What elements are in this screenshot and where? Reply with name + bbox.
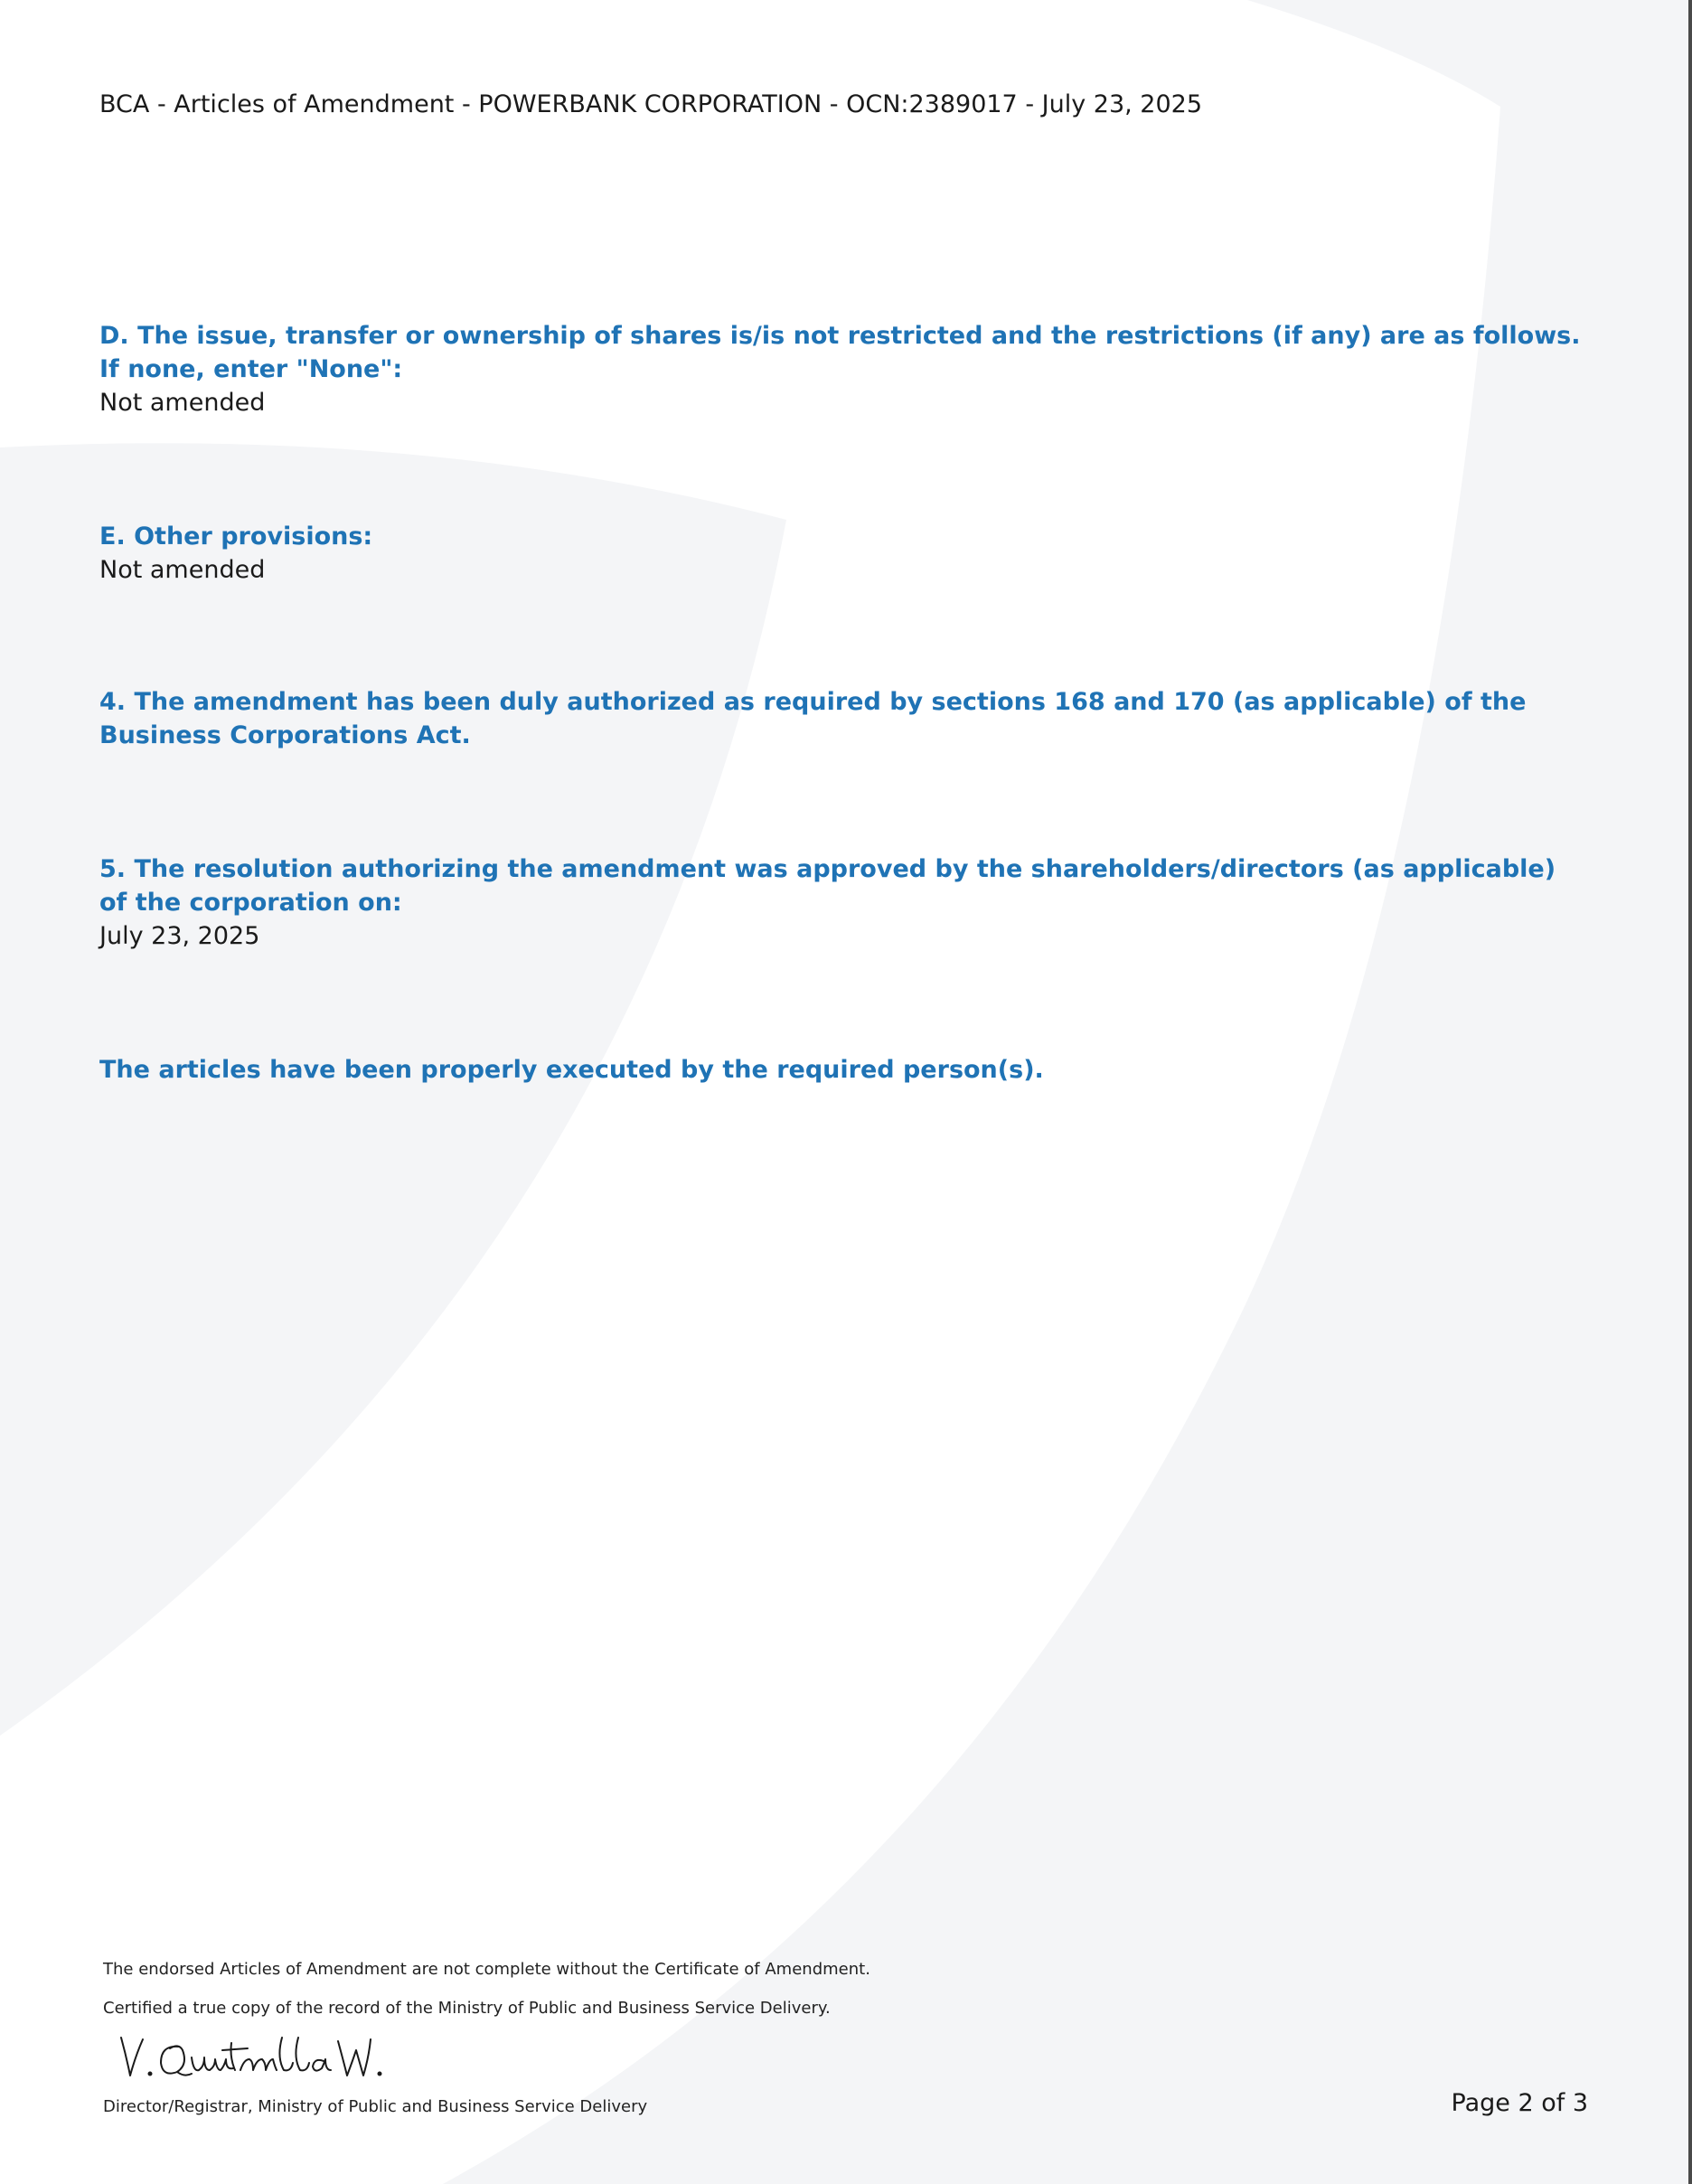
section-question: E. Other provisions: (99, 522, 373, 551)
page-number: Page 2 of 3 (1451, 2089, 1588, 2117)
section-answer: July 23, 2025 (99, 922, 260, 950)
section-question: 4. The amendment has been duly authorized as required by sections 168 and 170 (as applicable) of the Business Corporations Act. (99, 688, 1527, 749)
section-authorization (99, 685, 1591, 752)
section-question: 5. The resolution authorizing the amendment was approved by the shareholders/directors (as applicable) of the corporation on: (99, 855, 1556, 917)
footer-note-certified-copy: Certified a true copy of the record of the Ministry of Public and Business Service Delivery. (103, 1999, 831, 2018)
section-question: The articles have been properly executed by the required person(s). (99, 1056, 1044, 1084)
footer-note-certificate: The endorsed Articles of Amendment are not complete without the Certificate of Amendment. (103, 1960, 870, 1979)
section-share-restrictions (99, 319, 1591, 419)
section-other-provisions (99, 520, 1591, 587)
section-execution (99, 1053, 1591, 1087)
section-answer: Not amended (99, 389, 266, 417)
document-header: BCA - Articles of Amendment - POWERBANK CORPORATION - OCN:2389017 - July 23, 2025 (99, 90, 1203, 118)
section-question: D. The issue, transfer or ownership of shares is/is not restricted and the restrictions (if any) are as follows. If none, enter "None": (99, 322, 1581, 383)
section-resolution-approval (99, 852, 1591, 953)
footer-signatory-title: Director/Registrar, Ministry of Public and Business Service Delivery (103, 2097, 648, 2116)
section-answer: Not amended (99, 556, 266, 584)
signature-image (114, 2030, 394, 2086)
